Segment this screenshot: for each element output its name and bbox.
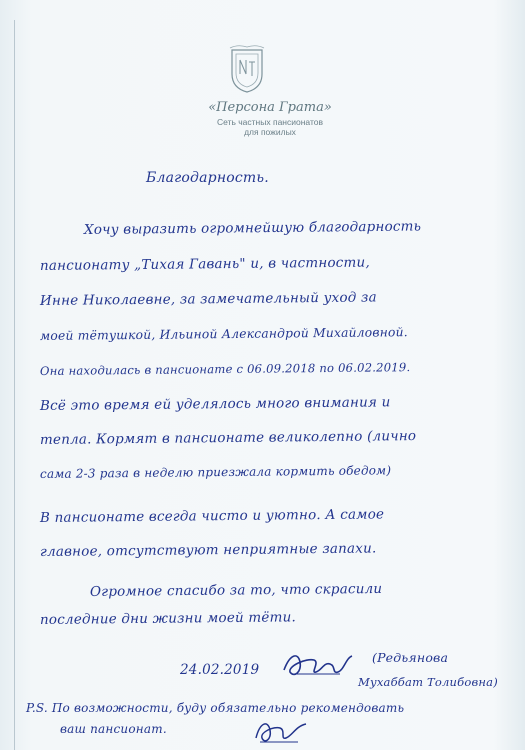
postscript-line-2: ваш пансионат. xyxy=(60,722,167,736)
brand-tagline xyxy=(150,117,390,137)
postscript-line-1: P.S. По возможности, буду обязательно рекомендовать xyxy=(26,701,405,715)
letter-line-7: тепла. Кормят в пансионате великолепно (лично xyxy=(39,428,417,448)
letter-line-12: последние дни жизни моей тёти. xyxy=(39,609,297,628)
tagline-line-1: Сеть частных пансионатов xyxy=(216,117,323,127)
letter-date: 24.02.2019 xyxy=(180,662,260,678)
brand-name: «Персона Грата» xyxy=(208,100,332,115)
monogram-crest-icon xyxy=(226,44,268,94)
letter-title: Благодарность. xyxy=(146,170,269,186)
letter-line-9: В пансионате всегда чисто и уютно. А самое xyxy=(39,506,385,526)
signer-name-line-2: Мухаббат Толибовна) xyxy=(358,675,498,689)
letter-line-6: Всё это время ей уделялось много внимания и xyxy=(39,394,391,414)
letter-line-10: главное, отсутствуют неприятные запахи. xyxy=(39,540,377,560)
postscript-signature-icon xyxy=(252,714,310,748)
page-edge-line xyxy=(14,20,15,750)
letter-line-5: Она находилась в пансионате с 06.09.2018 по 06.02.2019. xyxy=(39,360,411,378)
letter-line-3: Инне Николаевне, за замечательный уход за xyxy=(39,289,377,309)
letter-line-4: моей тётушкой, Ильиной Александрой Михайловной. xyxy=(39,325,408,343)
signer-name-line-1: (Редьянова xyxy=(372,650,449,665)
letter-line-2: пансионату „Тихая Гавань" и, в частности, xyxy=(39,254,370,274)
tagline-line-2: для пожилых xyxy=(244,127,296,137)
letter-line-8: сама 2-3 раза в неделю приезжала кормить обедом) xyxy=(39,463,392,481)
signature-icon xyxy=(280,644,356,684)
letter-line-11: Огромное спасибо за то, что скрасили xyxy=(89,580,383,600)
letter-line-1: Хочу выразить огромнейшую благодарность xyxy=(83,218,422,238)
